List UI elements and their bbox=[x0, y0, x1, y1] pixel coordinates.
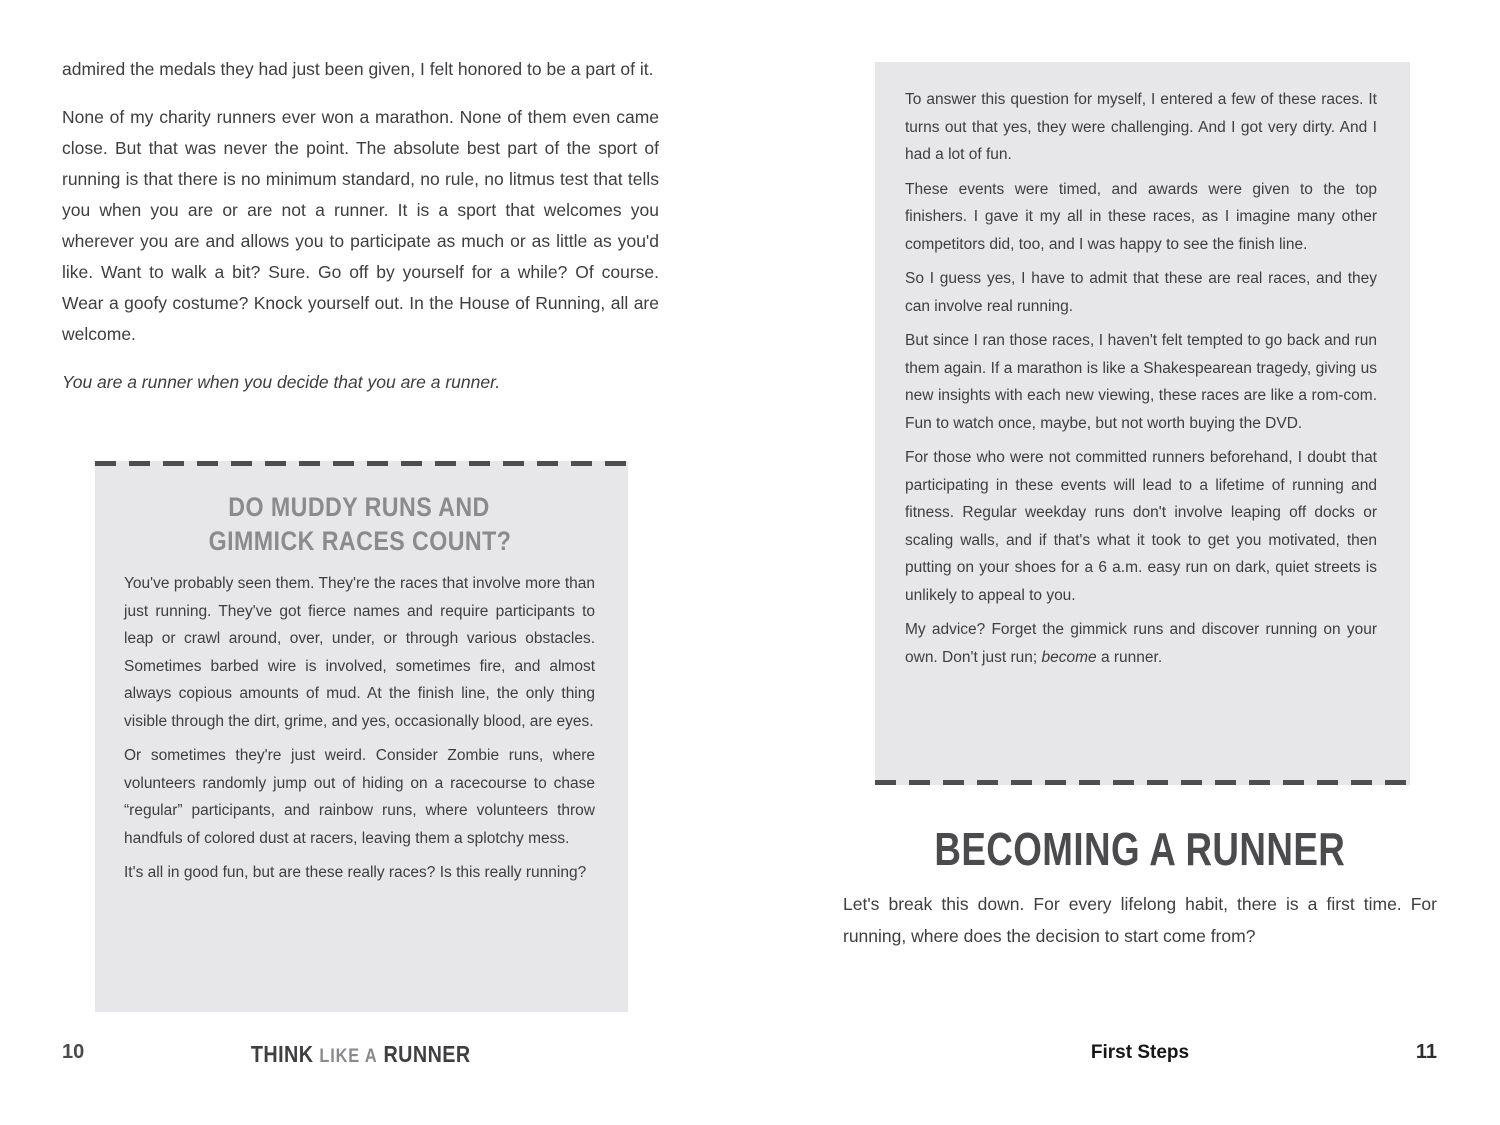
sidebar-paragraph: These events were timed, and awards were given to the top finishers. I gave it my all in these races, as I imagine many other competitors did, too, and I was happy to see the finish line. bbox=[905, 180, 1377, 253]
page-number-right: 11 bbox=[1415, 1041, 1437, 1063]
sidebar-box-continued bbox=[875, 62, 1410, 785]
section-heading-text: BECOMING A RUNNER bbox=[934, 823, 1346, 875]
brand-like-a: LIKE A bbox=[319, 1046, 378, 1067]
advice-after: a runner. bbox=[1096, 648, 1163, 666]
body-paragraph: admired the medals they had just been given, I felt honored to be a part of it. bbox=[62, 59, 654, 79]
right-page bbox=[750, 0, 1500, 1125]
advice-italic-word: become bbox=[1041, 648, 1097, 666]
dashed-rule-top bbox=[95, 461, 628, 466]
sidebar-title-line2: GIMMICK RACES COUNT? bbox=[208, 526, 511, 556]
sidebar-title bbox=[124, 490, 595, 558]
section-heading bbox=[843, 824, 1437, 874]
sidebar-paragraph: It's all in good fun, but are these really races? Is this really running? bbox=[124, 864, 587, 881]
brand-text bbox=[251, 1041, 471, 1068]
page-number-left: 10 bbox=[62, 1041, 85, 1063]
sidebar-paragraph: So I guess yes, I have to admit that these are real races, and they can involve real running. bbox=[905, 270, 1377, 315]
sidebar-paragraph: Or sometimes they're just weird. Consider Zombie runs, where volunteers randomly jump out of hiding on a racecourse to chase “regular” participants, and rainbow runs, where volunteers throw handfuls of colored dust at racers, leaving them a splotchy mess. bbox=[124, 747, 595, 847]
sidebar-box-muddy-runs bbox=[95, 461, 628, 1012]
running-footer-chapter: First Steps bbox=[1090, 1042, 1190, 1063]
sidebar-title-line1: DO MUDDY RUNS AND bbox=[228, 492, 491, 522]
brand-runner: RUNNER bbox=[383, 1041, 471, 1067]
sidebar-paragraph: To answer this question for myself, I entered a few of these races. It turns out that yes, they were challenging. And I got very dirty. And I had a lot of fun. bbox=[905, 91, 1377, 163]
dashed-rule-bottom bbox=[875, 780, 1410, 785]
sidebar-paragraph: You've probably seen them. They're the races that involve more than just running. They've got fierce names and require participants to leap or crawl around, over, under, or through various obstacles. Sometimes barbed wire is involved, sometimes fire, and almost always copious amounts of mud. At the finish line, the only thing visible through the dirt, grime, and yes, occasionally blood, are eyes. bbox=[124, 575, 595, 730]
running-footer-brand bbox=[62, 1041, 659, 1068]
brand-think: THINK bbox=[250, 1041, 314, 1067]
section-intro-paragraph: Let's break this down. For every lifelong habit, there is a first time. For running, where does the decision to start come from? bbox=[843, 894, 1437, 946]
sidebar-paragraph: But since I ran those races, I haven't felt tempted to go back and run them again. If a marathon is like a Shakespearean tragedy, giving us new insights with each new viewing, these races are like a rom-com. Fun to watch once, maybe, but not worth buying the DVD. bbox=[905, 332, 1377, 432]
sidebar-paragraph-advice bbox=[905, 616, 1377, 671]
body-paragraph: None of my charity runners ever won a marathon. None of them even came close. But that was never the point. The absolute best part of the sport of running is that there is no minimum standard, no rule, no litmus test that tells you when you are or are not a runner. It is a sport that welcomes you wherever you are and allows you to participate as much or as little as you'd like. Want to walk a bit? Sure. Go off by yourself for a while? Of course. Wear a goofy costume? Knock yourself out. In the House of Running, all are welcome. bbox=[62, 107, 659, 344]
advice-before: My advice? Forget the gimmick runs and discover running on your own. Don't just run; bbox=[905, 621, 1377, 666]
sidebar-paragraph: For those who were not committed runners beforehand, I doubt that participating in these events will lead to a lifetime of running and fitness. Regular weekday runs don't involve leaping off docks or scaling walls, and if that's what it took to get you motivated, then putting on your shoes for a 6 a.m. easy run on dark, quiet streets is unlikely to appeal to you. bbox=[905, 449, 1377, 604]
pull-quote-line: You are a runner when you decide that you are a runner. bbox=[62, 372, 501, 392]
left-body-text bbox=[62, 54, 659, 415]
